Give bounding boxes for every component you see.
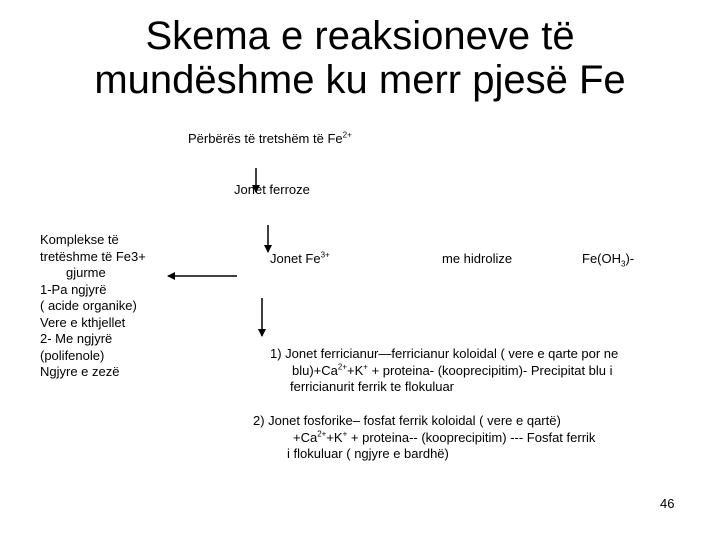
page-number: 46 (660, 496, 675, 511)
ferrous-ions-label: Jonet ferroze (234, 182, 310, 197)
reaction-1-line-1: 1) Jonet ferricianur—ferricianur koloidal ( vere e qarte por ne (270, 346, 619, 361)
complexes-line: 2- Me ngjyrë (40, 331, 113, 346)
complexes-line: Komplekse të (40, 232, 119, 247)
complexes-line: 1-Pa ngjyrë (40, 281, 107, 297)
complexes-line: Ngjyre e zezë (40, 364, 120, 379)
ferric-ions-label: Jonet $Fe^{3+}$ (270, 250, 330, 266)
reaction-1-line-3: ferricianurit ferrik te flokuluar (290, 379, 454, 394)
complexes-line: gjurme (66, 265, 106, 280)
hydrolysis-label: me hidrolize (442, 251, 513, 266)
reaction-2-line-1: 2) Jonet fosforike– fosfat ferrik koloidal ( vere e qartë) (253, 413, 561, 428)
complexes-block (40, 232, 190, 381)
reaction-2 (253, 413, 703, 463)
title-line-1: Skema e reaksioneve të (145, 14, 575, 58)
complexes-line: (polifenole) (40, 347, 105, 363)
complexes-line: tretëshme të Fe3+ (40, 248, 146, 264)
soluble-compounds-label: Përbërës të tretshëm të $Fe^{2+}$ (188, 130, 352, 146)
complexes-line: Vere e kthjellet (40, 314, 126, 330)
reaction-1 (270, 346, 710, 396)
title-line-2: mundëshme ku merr pjesë Fe (94, 58, 626, 102)
reaction-1-line-2: $blu)+Ca^{2+}+K^+$ + proteina- (kooprecipitim)- Precipitat blu i (292, 362, 613, 378)
complexes-line: ( acide organike) (40, 298, 137, 313)
ferric-hydroxide-label: $Fe(OH_3)-$ (582, 251, 635, 269)
reaction-2-line-2: $+Ca^{2+}+K^+$ + proteina-- (kooprecipitim) --- Fosfat ferrik (293, 429, 596, 445)
reaction-2-line-3: i flokuluar ( ngjyre e bardhë) (287, 446, 449, 461)
